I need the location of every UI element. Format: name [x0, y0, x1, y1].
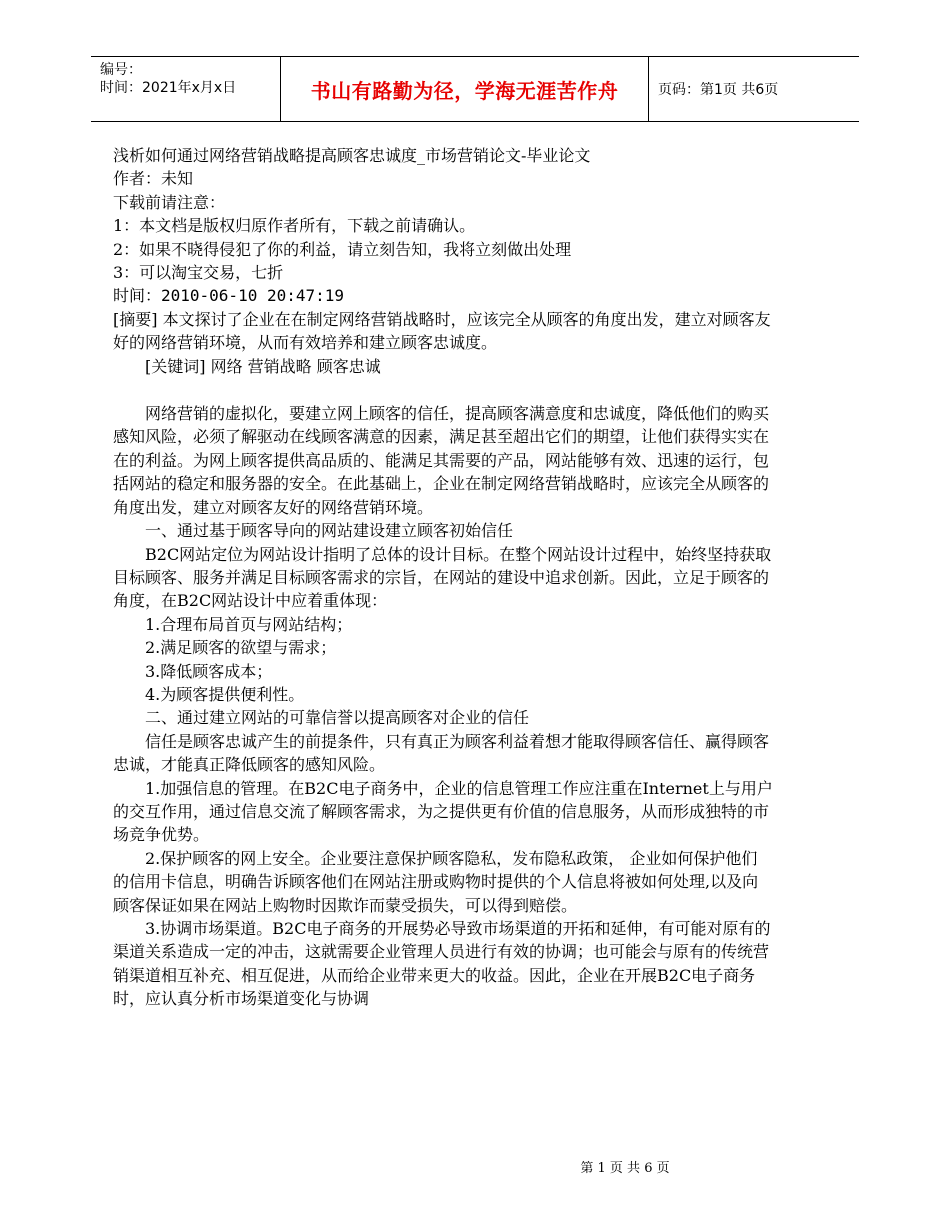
doc-title: 浅析如何通过网络营销战略提高顾客忠诚度_市场营销论文-毕业论文: [113, 146, 591, 165]
notice-item: 3：可以淘宝交易，七折: [113, 263, 284, 283]
section-heading: 一、通过基于顾客导向的网站建设建立顾客初始信任: [145, 521, 514, 541]
header-motto: 书山有路勤为径，学海无涯苦作舟: [281, 57, 649, 121]
body-paragraph: 1.加强信息的管理。在B2C电子商务中，企业的信息管理工作应注重在Internet上与用户的交互作用，通过信息交流了解顾客需求，为之提供更有价值的信息服务，从而形成独特的市场竞争优势。: [113, 778, 773, 845]
page-footer: 第 1 页 共 6 页: [580, 1161, 670, 1176]
section-heading: 二、通过建立网站的可靠信誉以提高顾客对企业的信任: [145, 708, 530, 728]
document-body: [113, 144, 773, 1011]
header-number-label: 编号：: [100, 62, 142, 78]
list-item: 2.满足顾客的欲望与需求；: [145, 638, 337, 658]
header-meta: [91, 57, 281, 121]
doc-keywords: [关键词] 网络 营销战略 顾客忠诚: [145, 356, 381, 376]
list-item: 3.降低顾客成本；: [145, 661, 273, 681]
list-item: 4.为顾客提供便利性。: [145, 684, 305, 704]
body-paragraph: B2C网站定位为网站设计指明了总体的设计目标。在整个网站设计过程中，始终坚持获取目标顾客、服务并满足目标顾客需求的宗旨，在网站的建设中追求创新。因此，立足于顾客的角度，在B2C网站设计中应着重体现：: [113, 544, 772, 611]
header-time-label: 时间：2021年x月x日: [100, 80, 237, 96]
body-paragraph: 3.协调市场渠道。B2C电子商务的开展势必导致市场渠道的开拓和延伸，有可能对原有的渠道关系造成一定的冲击，这就需要企业管理人员进行有效的协调；也可能会与原有的传统营销渠道相互补充、相互促进，从而给企业带来更大的收益。因此，企业在开展B2C电子商务时，应认真分析市场渠道变化与协调: [113, 919, 771, 1009]
body-paragraph: 信任是顾客忠诚产生的前提条件，只有真正为顾客利益着想才能取得顾客信任、赢得顾客忠诚，才能真正降低顾客的感知风险。: [113, 731, 770, 775]
notice-item: 1：本文档是版权归原作者所有，下载之前请确认。: [113, 216, 476, 236]
doc-author: 作者：未知: [113, 169, 194, 189]
doc-time: 时间：2010-06-10 20:47:19: [113, 286, 345, 306]
page-header: [91, 56, 859, 122]
body-paragraph: 网络营销的虚拟化，要建立网上顾客的信任，提高顾客满意度和忠诚度，降低他们的购买感知风险，必须了解驱动在线顾客满意的因素，满足甚至超出它们的期望，让他们获得实实在在的利益。为网上顾客提供高品质的、能满足其需要的产品，网站能够有效、迅速的运行，包括网站的稳定和服务器的安全。在此基础上，企业在制定网络营销战略时，应该完全从顾客的角度出发，建立对顾客友好的网络营销环境。: [113, 404, 770, 517]
header-page-info: 页码：第1页 共6页: [658, 82, 779, 98]
list-item: 1.合理布局首页与网站结构；: [145, 614, 353, 634]
notice-item: 2：如果不晓得侵犯了你的利益，请立刻告知，我将立刻做出处理: [113, 239, 572, 259]
notice-title: 下载前请注意：: [113, 192, 226, 212]
body-paragraph: 2.保护顾客的网上安全。企业要注意保护顾客隐私，发布隐私政策， 企业如何保护他们的信用卡信息，明确告诉顾客他们在网站注册或购物时提供的个人信息将被如何处理,以及向顾客保证如果在网站上购物时因欺诈而蒙受损失，可以得到赔偿。: [113, 848, 759, 915]
doc-abstract: [摘要] 本文探讨了企业在在制定网络营销战略时，应该完全从顾客的角度出发，建立对顾客友好的网络营销环境，从而有效培养和建立顾客忠诚度。: [113, 309, 771, 353]
spacer: [113, 378, 773, 402]
